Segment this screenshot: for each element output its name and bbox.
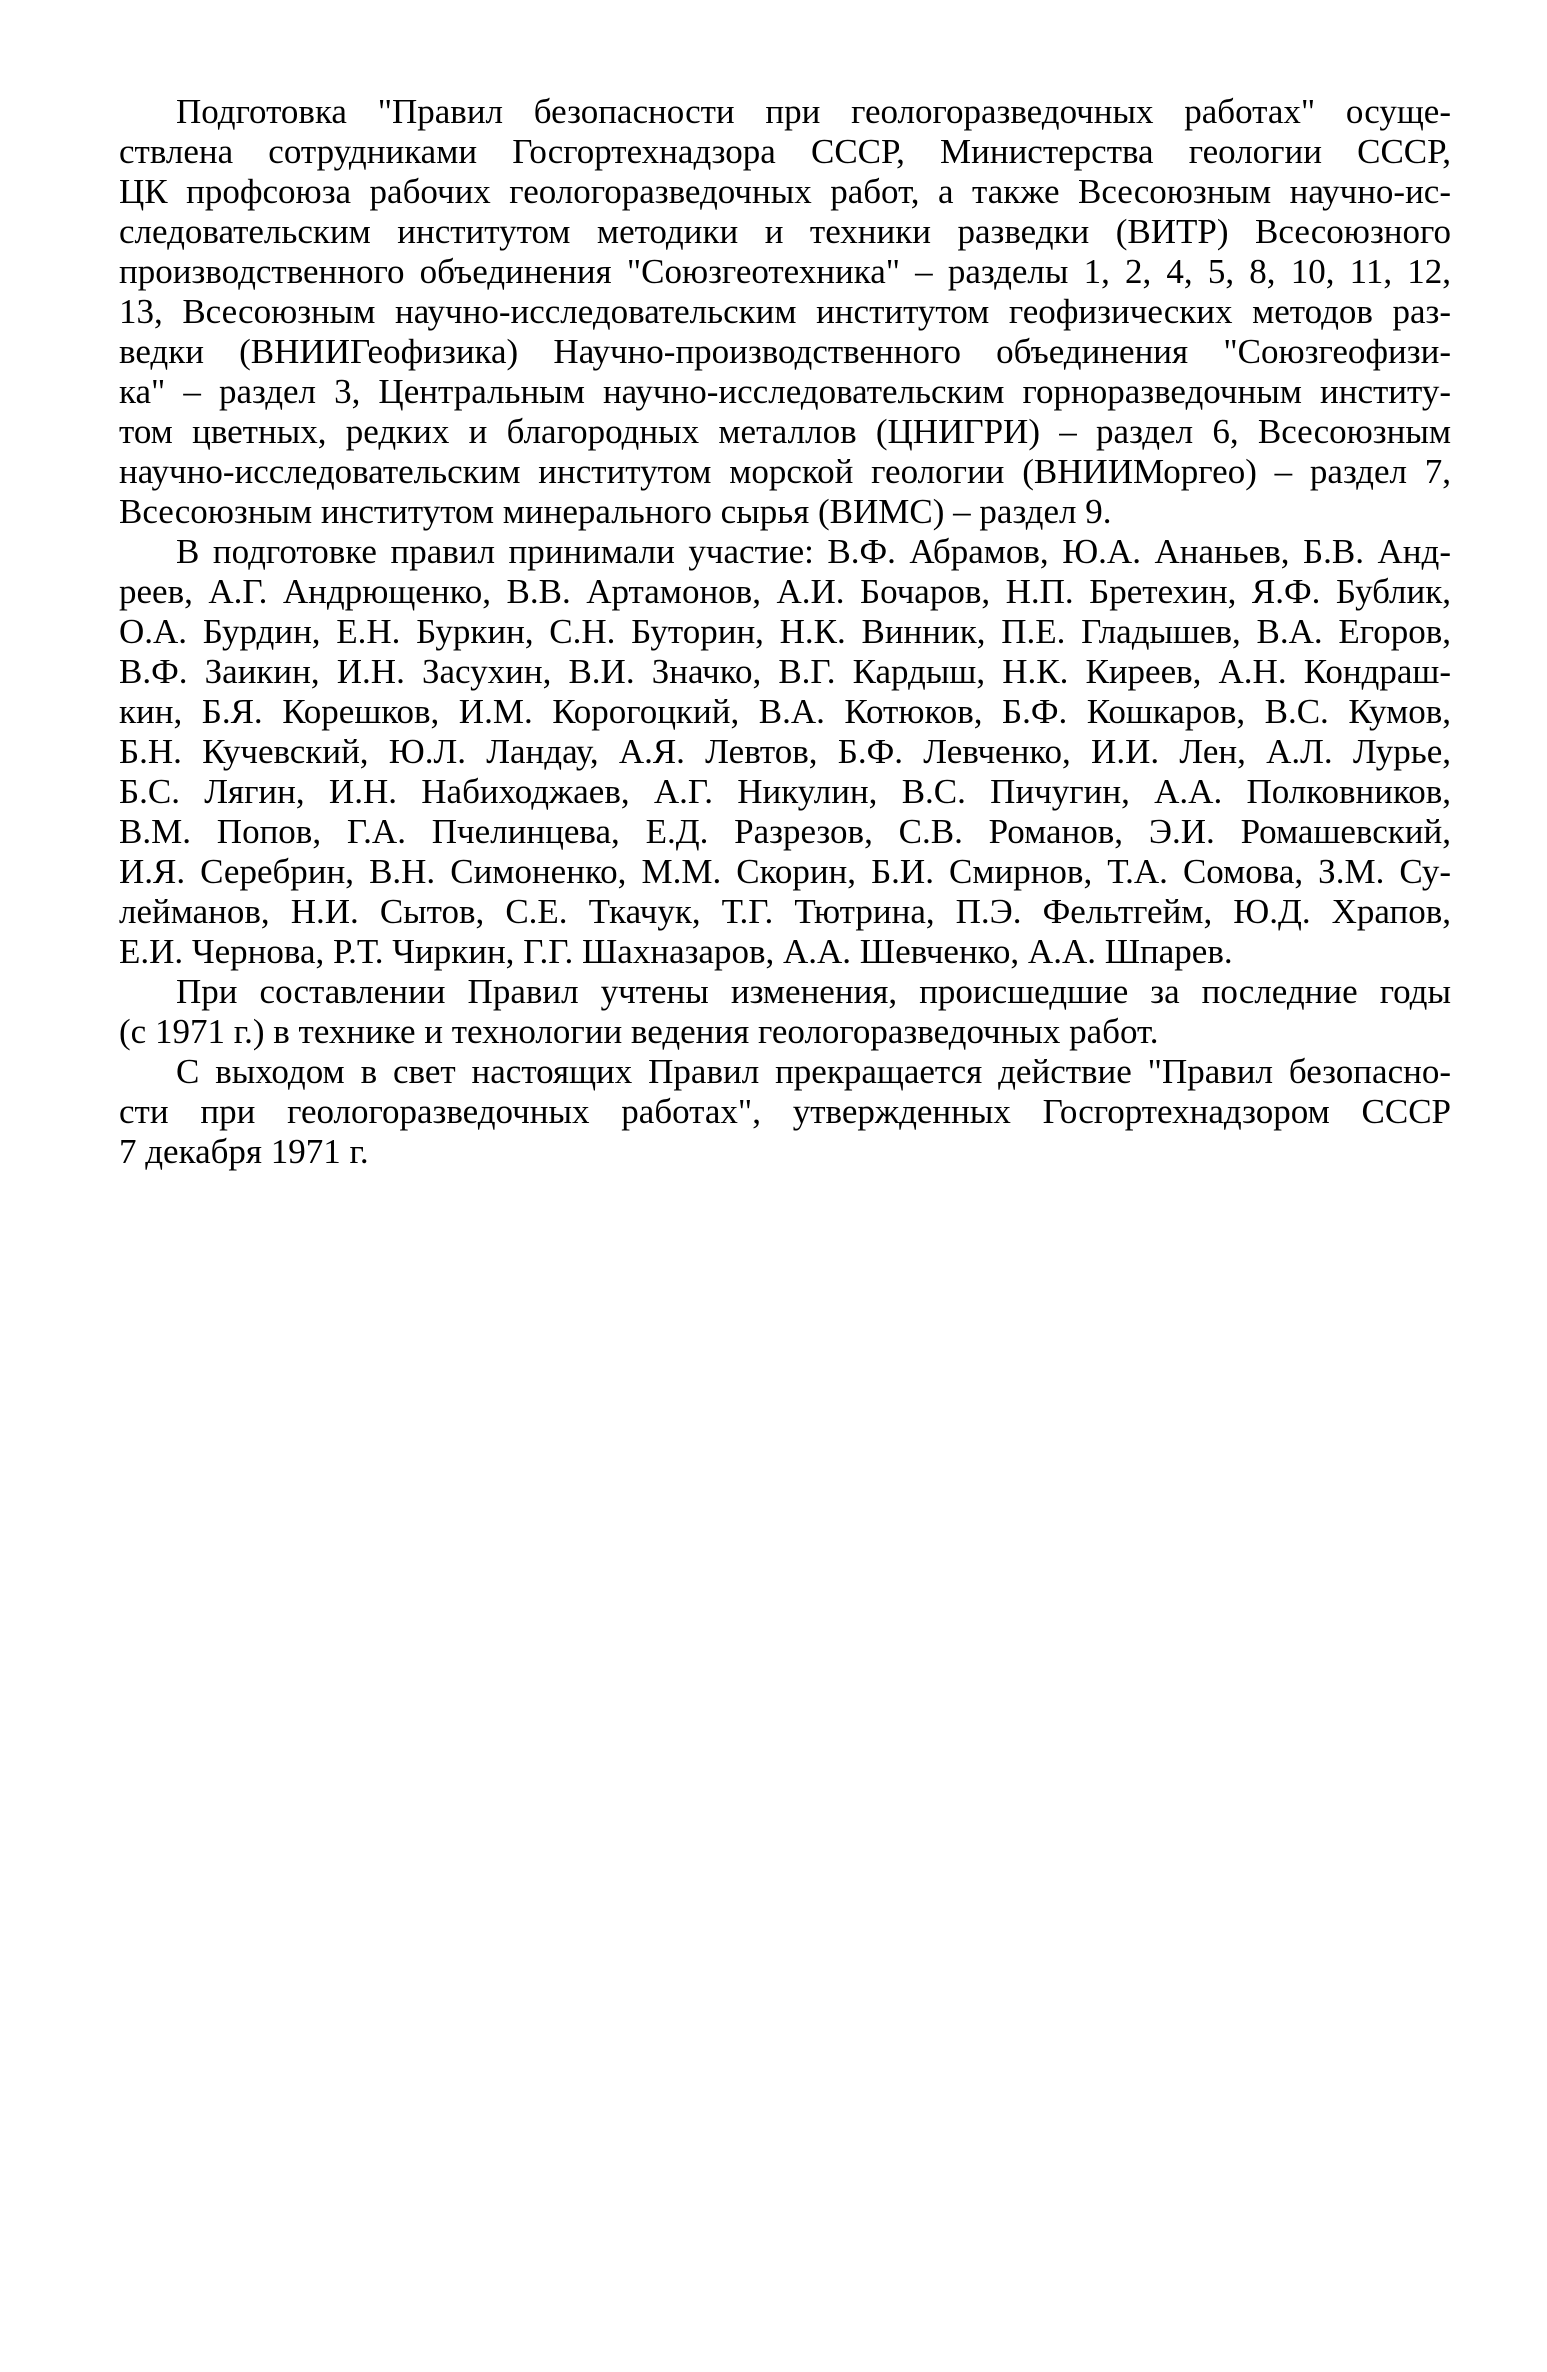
text-line: ствлена сотрудниками Госгортехнадзора СССР, Министерства геологии СССР,	[119, 132, 1451, 171]
text-line: В.Ф. Заикин, И.Н. Засухин, В.И. Значко, В.Г. Кардыш, Н.К. Киреев, А.Н. Кондраш-	[119, 652, 1451, 691]
text-line: ведки (ВНИИГеофизика) Научно-производственного объединения "Союзгеофизи-	[119, 332, 1451, 371]
paragraph-changes	[119, 972, 1451, 1052]
text-line: лейманов, Н.И. Сытов, С.Е. Ткачук, Т.Г. Тютрина, П.Э. Фельтгейм, Ю.Д. Храпов,	[119, 892, 1451, 931]
text-line: Всесоюзным институтом минерального сырья (ВИМС) – раздел 9.	[119, 492, 1112, 531]
text-line: 13, Всесоюзным научно-исследовательским институтом геофизических методов раз-	[119, 292, 1451, 331]
text-line: реев, А.Г. Андрющенко, В.В. Артамонов, А.И. Бочаров, Н.П. Бретехин, Я.Ф. Бублик,	[119, 572, 1451, 611]
text-line: С выходом в свет настоящих Правил прекращается действие "Правил безопасно-	[176, 1052, 1451, 1091]
text-line: При составлении Правил учтены изменения, происшедшие за последние годы	[176, 972, 1451, 1011]
text-line: Подготовка "Правил безопасности при геологоразведочных работах" осуще-	[176, 92, 1451, 131]
text-line: сти при геологоразведочных работах", утвержденных Госгортехнадзором СССР	[119, 1092, 1451, 1131]
text-line: Б.Н. Кучевский, Ю.Л. Ландау, А.Я. Левтов, Б.Ф. Левченко, И.И. Лен, А.Л. Лурье,	[119, 732, 1451, 771]
text-line: кин, Б.Я. Корешков, И.М. Корогоцкий, В.А. Котюков, Б.Ф. Кошкаров, В.С. Кумов,	[119, 692, 1451, 731]
text-line: В подготовке правил принимали участие: В.Ф. Абрамов, Ю.А. Ананьев, Б.В. Анд-	[176, 532, 1451, 571]
document-body	[119, 92, 1451, 1172]
text-line: (с 1971 г.) в технике и технологии ведения геологоразведочных работ.	[119, 1012, 1159, 1051]
text-line: О.А. Бурдин, Е.Н. Буркин, С.Н. Буторин, Н.К. Винник, П.Е. Гладышев, В.А. Егоров,	[119, 612, 1451, 651]
text-line: 7 декабря 1971 г.	[119, 1132, 369, 1171]
text-line: И.Я. Серебрин, В.Н. Симоненко, М.М. Скорин, Б.И. Смирнов, Т.А. Сомова, З.М. Су-	[119, 852, 1451, 891]
text-line: Б.С. Лягин, И.Н. Набиходжаев, А.Г. Никулин, В.С. Пичугин, А.А. Полковников,	[119, 772, 1451, 811]
paragraph-preparation	[119, 92, 1451, 532]
paragraph-supersession	[119, 1052, 1451, 1172]
text-line: Е.И. Чернова, Р.Т. Чиркин, Г.Г. Шахназаров, А.А. Шевченко, А.А. Шпарев.	[119, 932, 1233, 971]
text-line: научно-исследовательским институтом морской геологии (ВНИИМоргео) – раздел 7,	[119, 452, 1451, 491]
text-line: производственного объединения "Союзгеотехника" – разделы 1, 2, 4, 5, 8, 10, 11, 12,	[119, 252, 1451, 291]
paragraph-participants	[119, 532, 1451, 972]
text-line: ка" – раздел 3, Центральным научно-исследовательским горноразведочным институ-	[119, 372, 1451, 411]
text-line: В.М. Попов, Г.А. Пчелинцева, Е.Д. Разрезов, С.В. Романов, Э.И. Ромашевский,	[119, 812, 1451, 851]
text-line: том цветных, редких и благородных металлов (ЦНИГРИ) – раздел 6, Всесоюзным	[119, 412, 1451, 451]
text-line: ЦК профсоюза рабочих геологоразведочных работ, а также Всесоюзным научно-ис-	[119, 172, 1451, 211]
text-line: следовательским институтом методики и техники разведки (ВИТР) Всесоюзного	[119, 212, 1451, 251]
